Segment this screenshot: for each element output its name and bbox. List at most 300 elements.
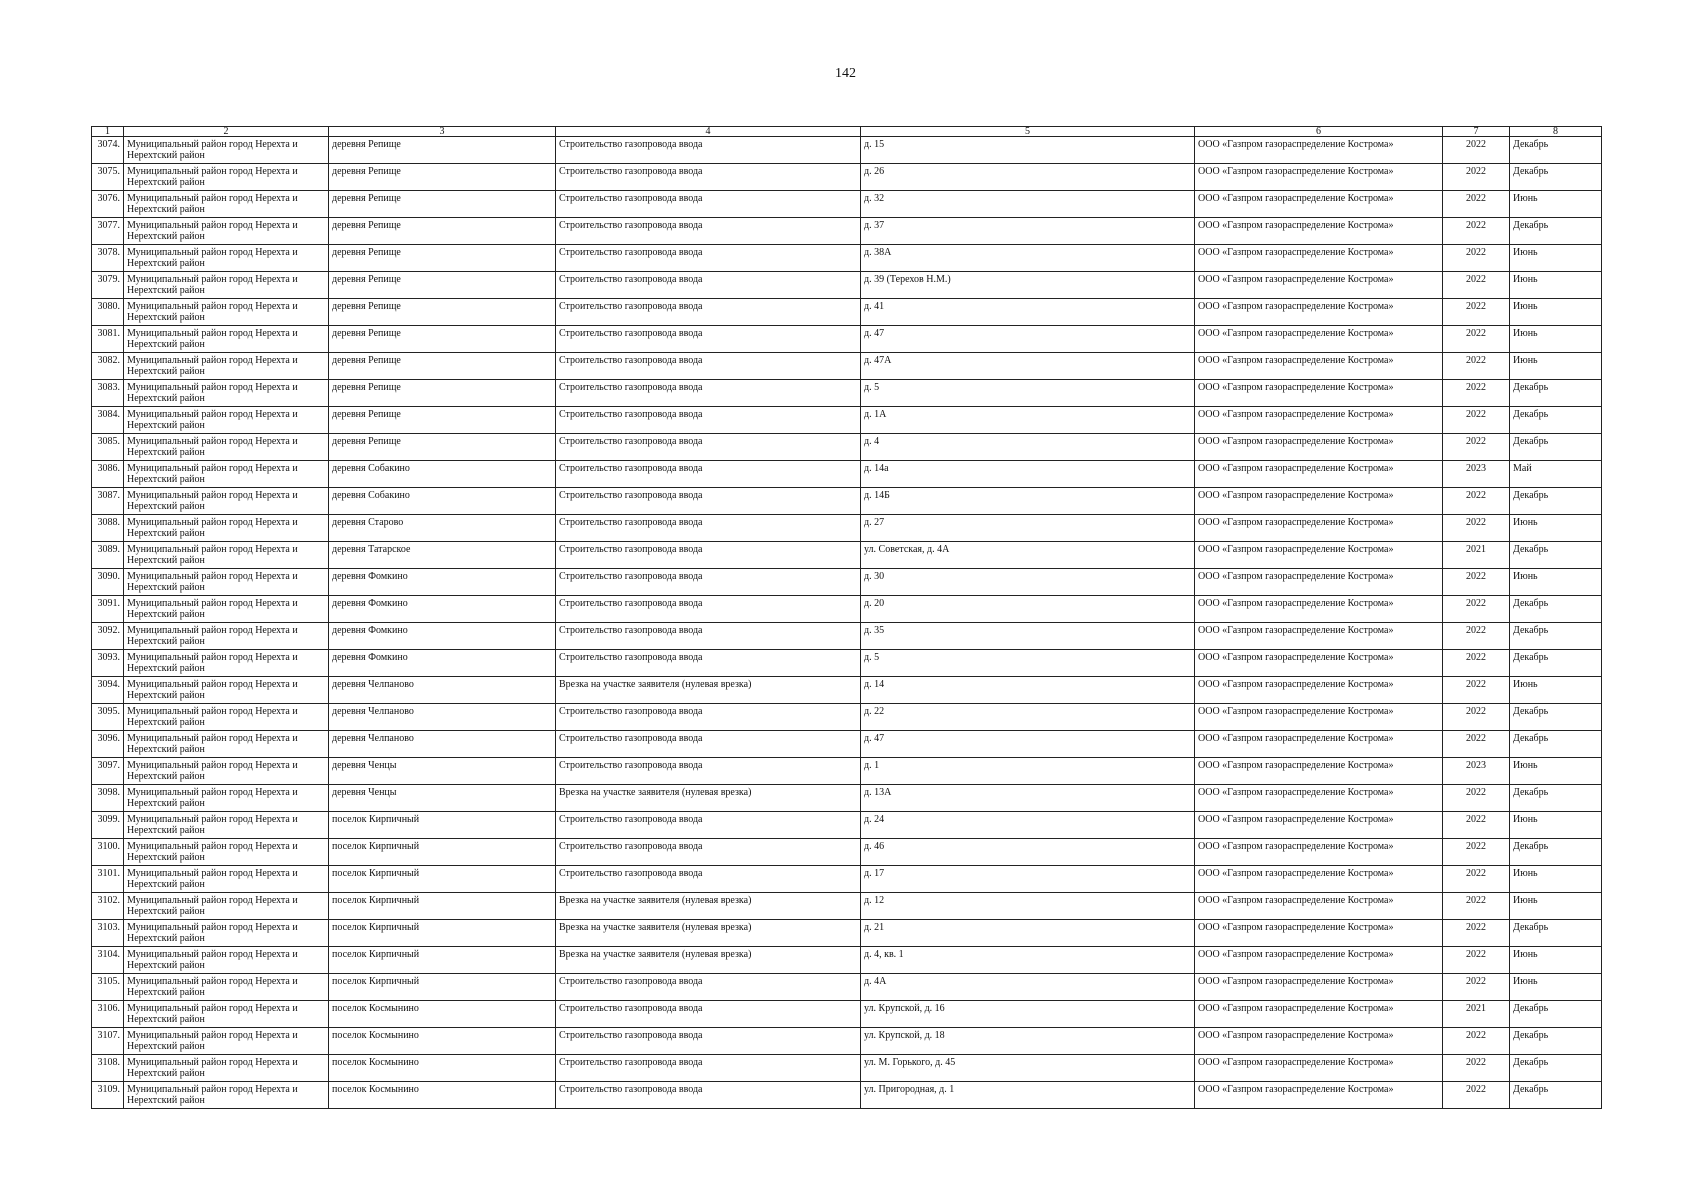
table-row: [92, 191, 1602, 218]
table-row: [92, 974, 1602, 1001]
address-cell: д. 24: [861, 812, 1195, 839]
locality-cell: деревня Собакино: [329, 488, 556, 515]
row-number: 3103.: [92, 920, 124, 947]
locality-cell: поселок Кирпичный: [329, 839, 556, 866]
year-cell: 2022: [1443, 623, 1510, 650]
work-type-cell: Врезка на участке заявителя (нулевая врезка): [556, 893, 861, 920]
page-number: 142: [835, 66, 856, 81]
address-cell: ул. М. Горького, д. 45: [861, 1055, 1195, 1082]
organization-cell: ООО «Газпром газораспределение Кострома»: [1195, 974, 1443, 1001]
year-cell: 2022: [1443, 947, 1510, 974]
locality-cell: поселок Кирпичный: [329, 920, 556, 947]
table-row: [92, 839, 1602, 866]
organization-cell: ООО «Газпром газораспределение Кострома»: [1195, 191, 1443, 218]
organization-cell: ООО «Газпром газораспределение Кострома»: [1195, 299, 1443, 326]
month-cell: Июнь: [1510, 866, 1602, 893]
work-type-cell: Строительство газопровода ввода: [556, 326, 861, 353]
table-row: [92, 245, 1602, 272]
locality-cell: деревня Фомкино: [329, 650, 556, 677]
row-number: 3086.: [92, 461, 124, 488]
row-number: 3091.: [92, 596, 124, 623]
month-cell: Декабрь: [1510, 839, 1602, 866]
district-cell: Муниципальный район город Нерехта и Нерехтский район: [124, 731, 329, 758]
organization-cell: ООО «Газпром газораспределение Кострома»: [1195, 947, 1443, 974]
district-cell: Муниципальный район город Нерехта и Нерехтский район: [124, 461, 329, 488]
organization-cell: ООО «Газпром газораспределение Кострома»: [1195, 1001, 1443, 1028]
year-cell: 2022: [1443, 974, 1510, 1001]
address-cell: д. 4А: [861, 974, 1195, 1001]
year-cell: 2022: [1443, 839, 1510, 866]
table-row: [92, 542, 1602, 569]
table-row: [92, 407, 1602, 434]
work-type-cell: Строительство газопровода ввода: [556, 164, 861, 191]
year-cell: 2021: [1443, 1001, 1510, 1028]
address-cell: д. 32: [861, 191, 1195, 218]
month-cell: Июнь: [1510, 191, 1602, 218]
locality-cell: деревня Репище: [329, 272, 556, 299]
work-type-cell: Врезка на участке заявителя (нулевая врезка): [556, 677, 861, 704]
locality-cell: деревня Репище: [329, 407, 556, 434]
district-cell: Муниципальный район город Нерехта и Нерехтский район: [124, 1001, 329, 1028]
organization-cell: ООО «Газпром газораспределение Кострома»: [1195, 866, 1443, 893]
table-row: [92, 677, 1602, 704]
row-number: 3093.: [92, 650, 124, 677]
year-cell: 2022: [1443, 191, 1510, 218]
address-cell: д. 26: [861, 164, 1195, 191]
district-cell: Муниципальный район город Нерехта и Нерехтский район: [124, 1082, 329, 1109]
row-number: 3079.: [92, 272, 124, 299]
work-type-cell: Строительство газопровода ввода: [556, 1055, 861, 1082]
locality-cell: деревня Репище: [329, 164, 556, 191]
locality-cell: деревня Репище: [329, 245, 556, 272]
table-row: [92, 596, 1602, 623]
district-cell: Муниципальный район город Нерехта и Нерехтский район: [124, 515, 329, 542]
locality-cell: деревня Фомкино: [329, 569, 556, 596]
table-row: [92, 488, 1602, 515]
address-cell: д. 47: [861, 731, 1195, 758]
year-cell: 2022: [1443, 299, 1510, 326]
work-type-cell: Строительство газопровода ввода: [556, 1028, 861, 1055]
month-cell: Декабрь: [1510, 218, 1602, 245]
address-cell: ул. Крупской, д. 18: [861, 1028, 1195, 1055]
locality-cell: деревня Челпаново: [329, 677, 556, 704]
organization-cell: ООО «Газпром газораспределение Кострома»: [1195, 893, 1443, 920]
organization-cell: ООО «Газпром газораспределение Кострома»: [1195, 218, 1443, 245]
gasification-schedule-table: [91, 126, 1602, 1109]
district-cell: Муниципальный район город Нерехта и Нерехтский район: [124, 407, 329, 434]
organization-cell: ООО «Газпром газораспределение Кострома»: [1195, 1055, 1443, 1082]
work-type-cell: Строительство газопровода ввода: [556, 1082, 861, 1109]
district-cell: Муниципальный район город Нерехта и Нерехтский район: [124, 785, 329, 812]
row-number: 3096.: [92, 731, 124, 758]
month-cell: Декабрь: [1510, 488, 1602, 515]
month-cell: Декабрь: [1510, 434, 1602, 461]
row-number: 3109.: [92, 1082, 124, 1109]
work-type-cell: Строительство газопровода ввода: [556, 758, 861, 785]
year-cell: 2021: [1443, 542, 1510, 569]
table-row: [92, 164, 1602, 191]
district-cell: Муниципальный район город Нерехта и Нерехтский район: [124, 623, 329, 650]
year-cell: 2022: [1443, 1082, 1510, 1109]
district-cell: Муниципальный район город Нерехта и Нерехтский район: [124, 353, 329, 380]
year-cell: 2022: [1443, 650, 1510, 677]
locality-cell: деревня Челпаново: [329, 704, 556, 731]
column-header-4: 4: [556, 127, 861, 137]
address-cell: д. 47А: [861, 353, 1195, 380]
work-type-cell: Строительство газопровода ввода: [556, 488, 861, 515]
address-cell: д. 5: [861, 380, 1195, 407]
organization-cell: ООО «Газпром газораспределение Кострома»: [1195, 677, 1443, 704]
table-row: [92, 650, 1602, 677]
row-number: 3106.: [92, 1001, 124, 1028]
table-row: [92, 947, 1602, 974]
work-type-cell: Строительство газопровода ввода: [556, 974, 861, 1001]
district-cell: Муниципальный район город Нерехта и Нерехтский район: [124, 245, 329, 272]
row-number: 3077.: [92, 218, 124, 245]
row-number: 3075.: [92, 164, 124, 191]
year-cell: 2022: [1443, 353, 1510, 380]
locality-cell: деревня Репище: [329, 137, 556, 164]
organization-cell: ООО «Газпром газораспределение Кострома»: [1195, 650, 1443, 677]
work-type-cell: Строительство газопровода ввода: [556, 623, 861, 650]
table-row: [92, 380, 1602, 407]
address-cell: д. 30: [861, 569, 1195, 596]
table-row: [92, 272, 1602, 299]
locality-cell: деревня Фомкино: [329, 596, 556, 623]
organization-cell: ООО «Газпром газораспределение Кострома»: [1195, 623, 1443, 650]
row-number: 3102.: [92, 893, 124, 920]
district-cell: Муниципальный район город Нерехта и Нерехтский район: [124, 839, 329, 866]
row-number: 3078.: [92, 245, 124, 272]
locality-cell: деревня Ченцы: [329, 758, 556, 785]
month-cell: Июнь: [1510, 893, 1602, 920]
work-type-cell: Строительство газопровода ввода: [556, 218, 861, 245]
year-cell: 2022: [1443, 272, 1510, 299]
organization-cell: ООО «Газпром газораспределение Кострома»: [1195, 434, 1443, 461]
work-type-cell: Врезка на участке заявителя (нулевая врезка): [556, 785, 861, 812]
organization-cell: ООО «Газпром газораспределение Кострома»: [1195, 380, 1443, 407]
month-cell: Декабрь: [1510, 1001, 1602, 1028]
month-cell: Декабрь: [1510, 164, 1602, 191]
column-header-5: 5: [861, 127, 1195, 137]
district-cell: Муниципальный район город Нерехта и Нерехтский район: [124, 164, 329, 191]
district-cell: Муниципальный район город Нерехта и Нерехтский район: [124, 542, 329, 569]
table-row: [92, 218, 1602, 245]
address-cell: д. 1А: [861, 407, 1195, 434]
header-row: [92, 127, 1602, 137]
address-cell: д. 37: [861, 218, 1195, 245]
column-header-8: 8: [1510, 127, 1602, 137]
year-cell: 2022: [1443, 596, 1510, 623]
year-cell: 2022: [1443, 866, 1510, 893]
organization-cell: ООО «Газпром газораспределение Кострома»: [1195, 785, 1443, 812]
organization-cell: ООО «Газпром газораспределение Кострома»: [1195, 704, 1443, 731]
row-number: 3080.: [92, 299, 124, 326]
table-row: [92, 353, 1602, 380]
address-cell: д. 20: [861, 596, 1195, 623]
address-cell: д. 14Б: [861, 488, 1195, 515]
locality-cell: поселок Космынино: [329, 1082, 556, 1109]
district-cell: Муниципальный район город Нерехта и Нерехтский район: [124, 650, 329, 677]
month-cell: Июнь: [1510, 299, 1602, 326]
address-cell: д. 12: [861, 893, 1195, 920]
district-cell: Муниципальный район город Нерехта и Нерехтский район: [124, 974, 329, 1001]
district-cell: Муниципальный район город Нерехта и Нерехтский район: [124, 704, 329, 731]
work-type-cell: Строительство газопровода ввода: [556, 1001, 861, 1028]
month-cell: Июнь: [1510, 245, 1602, 272]
month-cell: Июнь: [1510, 758, 1602, 785]
year-cell: 2022: [1443, 137, 1510, 164]
table-row: [92, 434, 1602, 461]
organization-cell: ООО «Газпром газораспределение Кострома»: [1195, 272, 1443, 299]
month-cell: Июнь: [1510, 947, 1602, 974]
year-cell: 2022: [1443, 380, 1510, 407]
address-cell: д. 38А: [861, 245, 1195, 272]
locality-cell: поселок Космынино: [329, 1001, 556, 1028]
row-number: 3099.: [92, 812, 124, 839]
column-header-1: 1: [92, 127, 124, 137]
organization-cell: ООО «Газпром газораспределение Кострома»: [1195, 245, 1443, 272]
column-header-7: 7: [1443, 127, 1510, 137]
column-header-3: 3: [329, 127, 556, 137]
row-number: 3084.: [92, 407, 124, 434]
locality-cell: деревня Репище: [329, 218, 556, 245]
locality-cell: деревня Репище: [329, 434, 556, 461]
month-cell: Июнь: [1510, 326, 1602, 353]
address-cell: д. 21: [861, 920, 1195, 947]
district-cell: Муниципальный район город Нерехта и Нерехтский район: [124, 191, 329, 218]
work-type-cell: Строительство газопровода ввода: [556, 596, 861, 623]
district-cell: Муниципальный район город Нерехта и Нерехтский район: [124, 137, 329, 164]
row-number: 3085.: [92, 434, 124, 461]
address-cell: д. 27: [861, 515, 1195, 542]
organization-cell: ООО «Газпром газораспределение Кострома»: [1195, 1082, 1443, 1109]
year-cell: 2022: [1443, 218, 1510, 245]
row-number: 3107.: [92, 1028, 124, 1055]
work-type-cell: Строительство газопровода ввода: [556, 272, 861, 299]
table-row: [92, 785, 1602, 812]
month-cell: Декабрь: [1510, 785, 1602, 812]
work-type-cell: Строительство газопровода ввода: [556, 353, 861, 380]
district-cell: Муниципальный район город Нерехта и Нерехтский район: [124, 1055, 329, 1082]
locality-cell: поселок Космынино: [329, 1055, 556, 1082]
table-row: [92, 893, 1602, 920]
address-cell: д. 47: [861, 326, 1195, 353]
organization-cell: ООО «Газпром газораспределение Кострома»: [1195, 1028, 1443, 1055]
table-row: [92, 1028, 1602, 1055]
work-type-cell: Строительство газопровода ввода: [556, 650, 861, 677]
row-number: 3074.: [92, 137, 124, 164]
work-type-cell: Строительство газопровода ввода: [556, 866, 861, 893]
address-cell: д. 1: [861, 758, 1195, 785]
row-number: 3092.: [92, 623, 124, 650]
row-number: 3100.: [92, 839, 124, 866]
locality-cell: деревня Татарское: [329, 542, 556, 569]
row-number: 3104.: [92, 947, 124, 974]
district-cell: Муниципальный район город Нерехта и Нерехтский район: [124, 380, 329, 407]
locality-cell: деревня Репище: [329, 380, 556, 407]
locality-cell: поселок Космынино: [329, 1028, 556, 1055]
address-cell: д. 4: [861, 434, 1195, 461]
district-cell: Муниципальный район город Нерехта и Нерехтский район: [124, 218, 329, 245]
district-cell: Муниципальный район город Нерехта и Нерехтский район: [124, 596, 329, 623]
address-cell: д. 46: [861, 839, 1195, 866]
year-cell: 2022: [1443, 704, 1510, 731]
year-cell: 2022: [1443, 1028, 1510, 1055]
work-type-cell: Строительство газопровода ввода: [556, 299, 861, 326]
address-cell: д. 39 (Терехов Н.М.): [861, 272, 1195, 299]
work-type-cell: Врезка на участке заявителя (нулевая врезка): [556, 947, 861, 974]
month-cell: Декабрь: [1510, 920, 1602, 947]
table-row: [92, 623, 1602, 650]
month-cell: Декабрь: [1510, 380, 1602, 407]
row-number: 3095.: [92, 704, 124, 731]
row-number: 3105.: [92, 974, 124, 1001]
row-number: 3082.: [92, 353, 124, 380]
work-type-cell: Строительство газопровода ввода: [556, 731, 861, 758]
row-number: 3108.: [92, 1055, 124, 1082]
district-cell: Муниципальный район город Нерехта и Нерехтский район: [124, 488, 329, 515]
month-cell: Июнь: [1510, 974, 1602, 1001]
row-number: 3081.: [92, 326, 124, 353]
work-type-cell: Врезка на участке заявителя (нулевая врезка): [556, 920, 861, 947]
table-row: [92, 1001, 1602, 1028]
address-cell: д. 14: [861, 677, 1195, 704]
month-cell: Май: [1510, 461, 1602, 488]
locality-cell: деревня Репище: [329, 326, 556, 353]
address-cell: д. 17: [861, 866, 1195, 893]
year-cell: 2022: [1443, 326, 1510, 353]
district-cell: Муниципальный район город Нерехта и Нерехтский район: [124, 893, 329, 920]
district-cell: Муниципальный район город Нерехта и Нерехтский район: [124, 1028, 329, 1055]
table-row: [92, 515, 1602, 542]
organization-cell: ООО «Газпром газораспределение Кострома»: [1195, 542, 1443, 569]
work-type-cell: Строительство газопровода ввода: [556, 569, 861, 596]
locality-cell: деревня Репище: [329, 191, 556, 218]
table-body: [92, 137, 1602, 1109]
month-cell: Декабрь: [1510, 596, 1602, 623]
column-header-6: 6: [1195, 127, 1443, 137]
work-type-cell: Строительство газопровода ввода: [556, 542, 861, 569]
year-cell: 2022: [1443, 488, 1510, 515]
organization-cell: ООО «Газпром газораспределение Кострома»: [1195, 326, 1443, 353]
address-cell: д. 13А: [861, 785, 1195, 812]
address-cell: д. 5: [861, 650, 1195, 677]
table-row: [92, 299, 1602, 326]
month-cell: Декабрь: [1510, 731, 1602, 758]
work-type-cell: Строительство газопровода ввода: [556, 380, 861, 407]
work-type-cell: Строительство газопровода ввода: [556, 137, 861, 164]
address-cell: д. 4, кв. 1: [861, 947, 1195, 974]
organization-cell: ООО «Газпром газораспределение Кострома»: [1195, 731, 1443, 758]
address-cell: д. 15: [861, 137, 1195, 164]
table-row: [92, 569, 1602, 596]
month-cell: Июнь: [1510, 812, 1602, 839]
organization-cell: ООО «Газпром газораспределение Кострома»: [1195, 353, 1443, 380]
address-cell: ул. Пригородная, д. 1: [861, 1082, 1195, 1109]
locality-cell: поселок Кирпичный: [329, 866, 556, 893]
month-cell: Декабрь: [1510, 1028, 1602, 1055]
year-cell: 2022: [1443, 677, 1510, 704]
organization-cell: ООО «Газпром газораспределение Кострома»: [1195, 596, 1443, 623]
locality-cell: поселок Кирпичный: [329, 974, 556, 1001]
month-cell: Декабрь: [1510, 1055, 1602, 1082]
table-row: [92, 326, 1602, 353]
district-cell: Муниципальный район город Нерехта и Нерехтский район: [124, 812, 329, 839]
year-cell: 2022: [1443, 515, 1510, 542]
locality-cell: деревня Собакино: [329, 461, 556, 488]
district-cell: Муниципальный район город Нерехта и Нерехтский район: [124, 677, 329, 704]
organization-cell: ООО «Газпром газораспределение Кострома»: [1195, 758, 1443, 785]
row-number: 3089.: [92, 542, 124, 569]
locality-cell: деревня Ченцы: [329, 785, 556, 812]
year-cell: 2022: [1443, 245, 1510, 272]
row-number: 3098.: [92, 785, 124, 812]
district-cell: Муниципальный район город Нерехта и Нерехтский район: [124, 434, 329, 461]
month-cell: Июнь: [1510, 353, 1602, 380]
work-type-cell: Строительство газопровода ввода: [556, 704, 861, 731]
address-cell: д. 22: [861, 704, 1195, 731]
organization-cell: ООО «Газпром газораспределение Кострома»: [1195, 461, 1443, 488]
month-cell: Декабрь: [1510, 623, 1602, 650]
table-row: [92, 704, 1602, 731]
month-cell: Июнь: [1510, 569, 1602, 596]
column-header-2: 2: [124, 127, 329, 137]
table-row: [92, 731, 1602, 758]
year-cell: 2023: [1443, 461, 1510, 488]
month-cell: Июнь: [1510, 272, 1602, 299]
address-cell: д. 14а: [861, 461, 1195, 488]
organization-cell: ООО «Газпром газораспределение Кострома»: [1195, 488, 1443, 515]
year-cell: 2022: [1443, 569, 1510, 596]
table-row: [92, 812, 1602, 839]
year-cell: 2022: [1443, 407, 1510, 434]
organization-cell: ООО «Газпром газораспределение Кострома»: [1195, 812, 1443, 839]
district-cell: Муниципальный район город Нерехта и Нерехтский район: [124, 569, 329, 596]
month-cell: Декабрь: [1510, 704, 1602, 731]
row-number: 3090.: [92, 569, 124, 596]
year-cell: 2022: [1443, 164, 1510, 191]
address-cell: д. 35: [861, 623, 1195, 650]
work-type-cell: Строительство газопровода ввода: [556, 407, 861, 434]
month-cell: Июнь: [1510, 515, 1602, 542]
organization-cell: ООО «Газпром газораспределение Кострома»: [1195, 920, 1443, 947]
table-header: [92, 127, 1602, 137]
month-cell: Декабрь: [1510, 137, 1602, 164]
month-cell: Декабрь: [1510, 650, 1602, 677]
year-cell: 2022: [1443, 920, 1510, 947]
address-cell: д. 41: [861, 299, 1195, 326]
work-type-cell: Строительство газопровода ввода: [556, 434, 861, 461]
locality-cell: деревня Челпаново: [329, 731, 556, 758]
work-type-cell: Строительство газопровода ввода: [556, 515, 861, 542]
year-cell: 2022: [1443, 1055, 1510, 1082]
row-number: 3094.: [92, 677, 124, 704]
district-cell: Муниципальный район город Нерехта и Нерехтский район: [124, 920, 329, 947]
row-number: 3101.: [92, 866, 124, 893]
district-cell: Муниципальный район город Нерехта и Нерехтский район: [124, 299, 329, 326]
work-type-cell: Строительство газопровода ввода: [556, 839, 861, 866]
table-row: [92, 1082, 1602, 1109]
row-number: 3087.: [92, 488, 124, 515]
row-number: 3076.: [92, 191, 124, 218]
district-cell: Муниципальный район город Нерехта и Нерехтский район: [124, 866, 329, 893]
year-cell: 2022: [1443, 434, 1510, 461]
organization-cell: ООО «Газпром газораспределение Кострома»: [1195, 164, 1443, 191]
organization-cell: ООО «Газпром газораспределение Кострома»: [1195, 839, 1443, 866]
work-type-cell: Строительство газопровода ввода: [556, 245, 861, 272]
locality-cell: поселок Кирпичный: [329, 947, 556, 974]
